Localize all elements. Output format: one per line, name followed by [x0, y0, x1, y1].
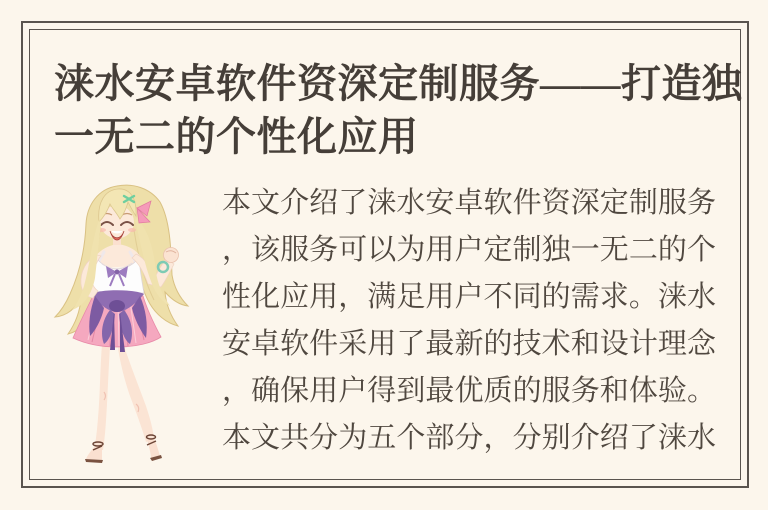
summary-line-1: 本文介绍了涞水安卓软件资深定制服务 [222, 185, 716, 219]
summary-line-2: ，该服务可以为用户定制独一无二的个 [222, 232, 716, 266]
girl-sash-knot [109, 300, 125, 312]
girl-right-foot [147, 437, 160, 458]
summary-line-5: ，确保用户得到最优质的服务和体验。 [222, 373, 716, 407]
article-summary [222, 179, 716, 461]
girl-right-leg [118, 346, 154, 442]
article-title [54, 57, 743, 163]
summary-line-3: 性化应用，满足用户不同的需求。涞水 [222, 279, 716, 313]
anime-girl-illustration [40, 160, 240, 480]
title-line-1: 涞水安卓软件资深定制服务——打造独 [54, 61, 743, 106]
girl-fist [164, 248, 179, 263]
anime-girl-svg [40, 160, 240, 480]
girl-left-leg [94, 344, 110, 450]
summary-line-6: 本文共分为五个部分，分别介绍了涞水 [222, 420, 716, 454]
title-line-2: 一无二的个性化应用 [54, 114, 419, 159]
summary-line-4: 安卓软件采用了最新的技术和设计理念 [222, 326, 716, 360]
